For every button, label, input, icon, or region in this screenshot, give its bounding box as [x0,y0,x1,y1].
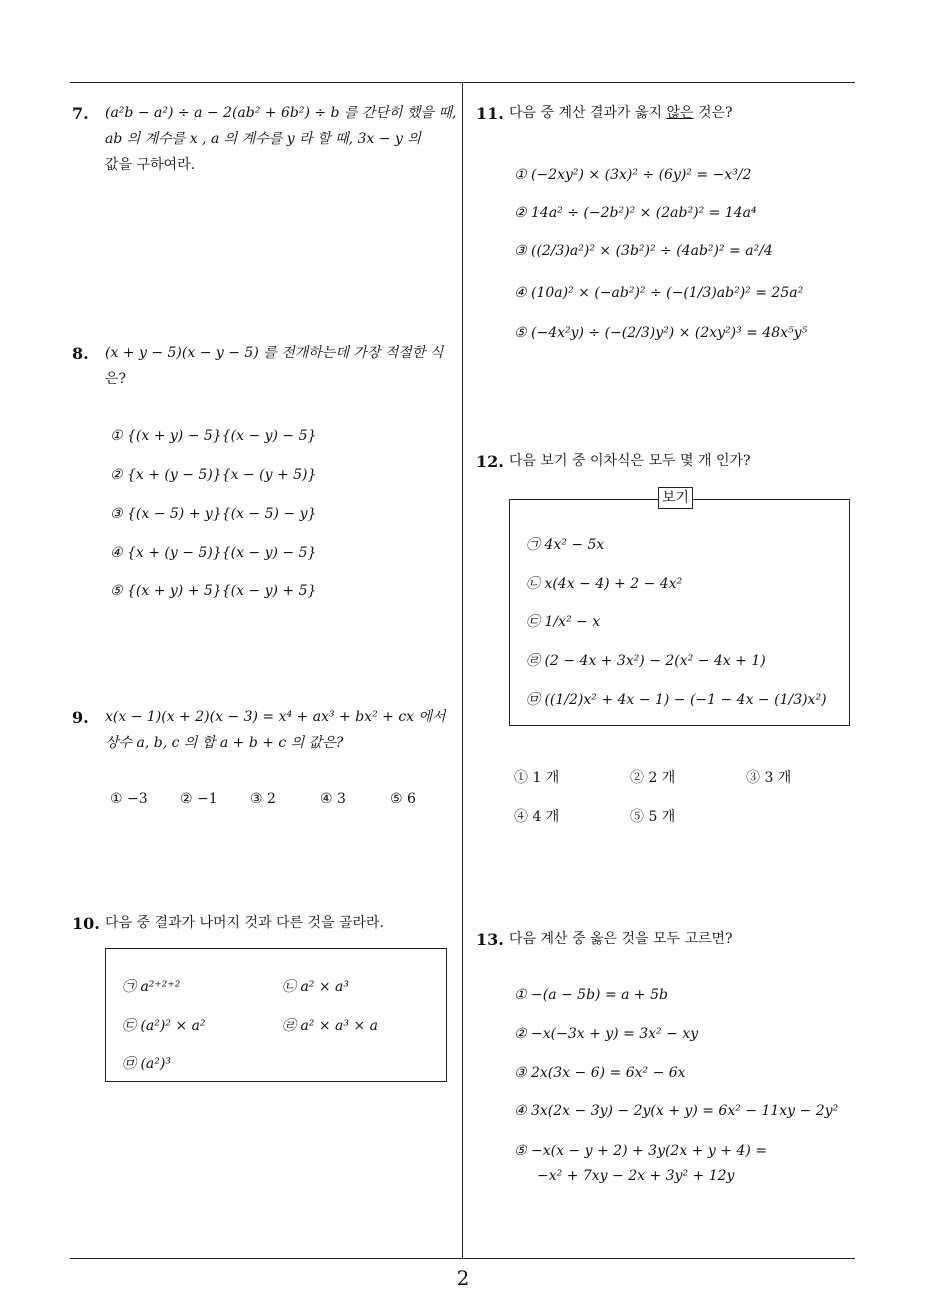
column-divider [462,82,463,1258]
box-item: ㉣ a² × a³ × a [282,1018,378,1034]
answer-option[interactable]: ③ {(x − 5) + y}{(x − 5) − y} [110,506,317,522]
box-item: ㉢ 1/x² − x [526,614,601,630]
question-text: 은? [105,371,127,387]
answer-option[interactable]: ② 2 개 [630,770,676,786]
page-number: 2 [456,1266,470,1290]
underlined-word: 않은 [666,105,694,121]
box-item: ㉡ x(4x − 4) + 2 − 4x² [526,576,683,592]
answer-option[interactable]: ③ ((2/3)a²)² × (3b²)² ÷ (4ab²)² = a²/4 [514,243,773,259]
answer-option[interactable]: ② 14a² ÷ (−2b²)² × (2ab²)² = 14a⁴ [514,205,757,221]
question-number: 7. [72,104,89,123]
answer-option[interactable]: ③ 2x(3x − 6) = 6x² − 6x [514,1065,686,1081]
answer-option-continuation: −x² + 7xy − 2x + 3y² + 12y [537,1168,735,1184]
question-number: 10. [72,914,100,933]
question-text: (a²b − a²) ÷ a − 2(ab² + 6b²) ÷ b 를 간단히 했을 때, [105,105,457,121]
answer-option[interactable]: ⑤ (−4x²y) ÷ (−(2/3)y²) × (2xy²)³ = 48x⁵y⁵ [514,325,808,341]
box-item: ㉢ (a²)² × a² [122,1018,206,1034]
question-text: 상수 a, b, c 의 합 a + b + c 의 값은? [105,735,344,751]
box-item: ㉤ (a²)³ [122,1056,171,1072]
question-number: 9. [72,708,89,727]
box-item: ㉠ 4x² − 5x [526,537,605,553]
answer-option[interactable]: ④ {x + (y − 5)}{(x − y) − 5} [110,545,317,561]
answer-option[interactable]: ① {(x + y) − 5}{(x − y) − 5} [110,428,317,444]
bogi-label: 보기 [658,487,693,509]
question-text: x(x − 1)(x + 2)(x − 3) = x⁴ + ax³ + bx² + cx 에서 [105,709,446,725]
answer-option[interactable]: ① −3 [110,791,148,807]
answer-option[interactable]: ① (−2xy²) × (3x)² ÷ (6y)² = −x³/2 [514,167,752,183]
answer-option[interactable]: ⑤ 6 [390,791,416,807]
question-text-end: 것은? [693,105,733,121]
answer-option[interactable]: ③ 2 [250,791,276,807]
answer-option[interactable]: ④ 4 개 [514,809,560,825]
answer-option[interactable]: ④ 3 [320,791,346,807]
box-item: ㉣ (2 − 4x + 3x²) − 2(x² − 4x + 1) [526,653,766,669]
question-text: (x + y − 5)(x − y − 5) 를 전개하는데 가장 적절한 식 [105,345,444,361]
question-text [509,100,733,126]
answer-option[interactable]: ② −x(−3x + y) = 3x² − xy [514,1026,699,1042]
answer-option[interactable]: ② {x + (y − 5)}{x − (y + 5)} [110,467,317,483]
box-item: ㉠ a²⁺²⁺² [122,979,181,995]
answer-option[interactable]: ④ (10a)² × (−ab²)² ÷ (−(1/3)ab²)² = 25a² [514,285,804,301]
question-text: 값을 구하여라. [105,157,196,173]
answer-option[interactable]: ④ 3x(2x − 3y) − 2y(x + y) = 6x² − 11xy − 2y² [514,1103,839,1119]
question-text: 다음 보기 중 이차식은 모두 몇 개 인가? [509,453,751,469]
question-number: 8. [72,344,89,363]
answer-option[interactable]: ① −(a − 5b) = a + 5b [514,987,668,1003]
answer-option[interactable]: ⑤ {(x + y) + 5}{(x − y) + 5} [110,583,317,599]
question-number: 13. [476,930,504,949]
question-number: 12. [476,452,504,471]
answer-option[interactable]: ⑤ −x(x − y + 2) + 3y(2x + y + 4) = [514,1143,767,1159]
question-text: 다음 계산 중 옳은 것을 모두 고르면? [509,931,733,947]
box-item: ㉤ ((1/2)x² + 4x − 1) − (−1 − 4x − (1/3)x²) [526,692,827,708]
answer-option[interactable]: ① 1 개 [514,770,560,786]
bottom-rule [70,1258,855,1259]
answer-option[interactable]: ② −1 [180,791,218,807]
answer-option[interactable]: ⑤ 5 개 [630,809,676,825]
question-text: 다음 중 결과가 나머지 것과 다른 것을 골라라. [105,915,385,931]
answer-option[interactable]: ③ 3 개 [746,770,792,786]
question-number: 11. [476,104,504,123]
question-text-start: 다음 중 계산 결과가 옳지 [509,105,667,121]
question-text: ab 의 계수를 x , a 의 계수를 y 라 할 때, 3x − y 의 [105,131,421,147]
box-item: ㉡ a² × a³ [282,979,349,995]
